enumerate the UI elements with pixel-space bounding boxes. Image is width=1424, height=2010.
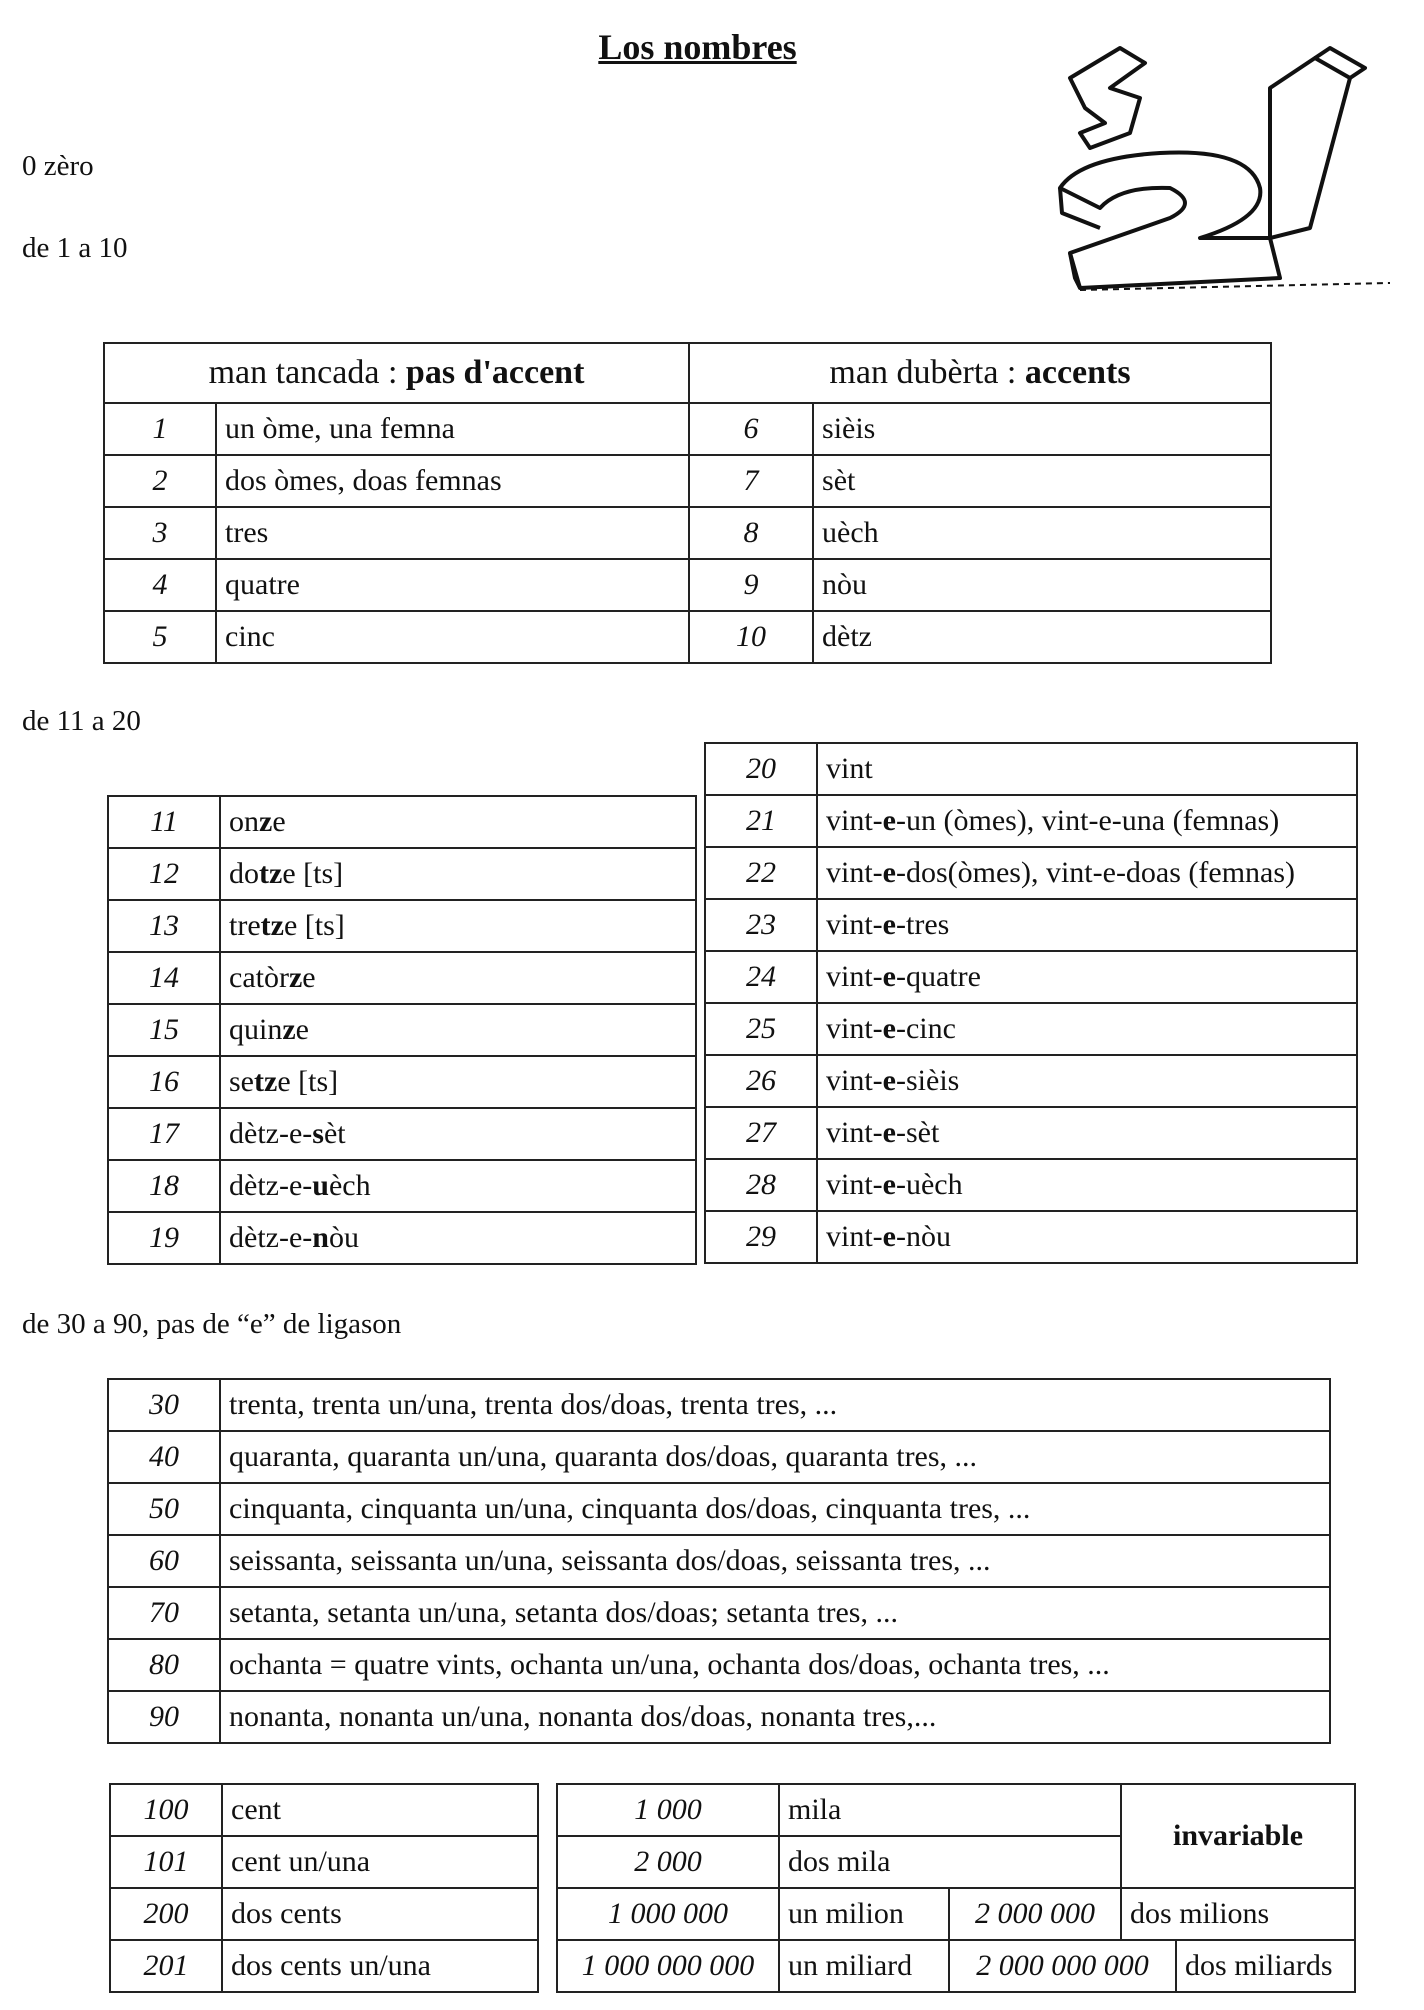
numbers-20-29-table xyxy=(704,742,1358,1264)
table-row: 24 vint-e-quatre xyxy=(705,951,1357,1003)
closed-hand-header: man tancada : pas d'accent xyxy=(104,343,689,403)
table-row: 1 000 mila invariable xyxy=(557,1784,1355,1836)
table-row: 29 vint-e-nòu xyxy=(705,1211,1357,1263)
table-row: 25 vint-e-cinc xyxy=(705,1003,1357,1055)
numbers-30-90-table xyxy=(107,1378,1331,1744)
table-row: 200 dos cents xyxy=(110,1888,538,1940)
table-row: 4 quatre 9 nòu xyxy=(104,559,1271,611)
table-row: 1 000 000 000 un miliard 2 000 000 000 dos miliards xyxy=(557,1940,1355,1992)
table-row: 17 dètz-e-sèt xyxy=(108,1108,696,1160)
open-hand-header: man dubèrta : accents xyxy=(689,343,1271,403)
table-row: 19 dètz-e-nòu xyxy=(108,1212,696,1264)
table-row: 13 tretze [ts] xyxy=(108,900,696,952)
page-title: Los nombres xyxy=(598,27,797,67)
numbers-hundreds-table xyxy=(109,1783,539,1993)
table-row: 27 vint-e-sèt xyxy=(705,1107,1357,1159)
zero-line: 0 zèro xyxy=(22,150,94,182)
numbers-11-19-table xyxy=(107,795,697,1265)
section-11-20-heading: de 11 a 20 xyxy=(22,705,141,737)
table-row: 21 vint-e-un (òmes), vint-e-una (femnas) xyxy=(705,795,1357,847)
table-row: 2 dos òmes, doas femnas 7 sèt xyxy=(104,455,1271,507)
table-row: 50 cinquanta, cinquanta un/una, cinquanta dos/doas, cinquanta tres, ... xyxy=(108,1483,1330,1535)
table-row: 15 quinze xyxy=(108,1004,696,1056)
table-row: 70 setanta, setanta un/una, setanta dos/doas; setanta tres, ... xyxy=(108,1587,1330,1639)
table-row: 23 vint-e-tres xyxy=(705,899,1357,951)
table-row: 26 vint-e-sièis xyxy=(705,1055,1357,1107)
table-row: 1 000 000 un milion 2 000 000 dos milions xyxy=(557,1888,1355,1940)
section-30-90-heading: de 30 a 90, pas de “e” de ligason xyxy=(22,1308,402,1340)
section-1-10-heading: de 1 a 10 xyxy=(22,232,128,264)
table-row: 12 dotze [ts] xyxy=(108,848,696,900)
table-row: 11 onze xyxy=(108,796,696,848)
table-row: 3 tres 8 uèch xyxy=(104,507,1271,559)
table-row: 90 nonanta, nonanta un/una, nonanta dos/doas, nonanta tres,... xyxy=(108,1691,1330,1743)
table-row: 22 vint-e-dos(òmes), vint-e-doas (femnas) xyxy=(705,847,1357,899)
table-row: 16 setze [ts] xyxy=(108,1056,696,1108)
table-row: 100 cent xyxy=(110,1784,538,1836)
table-row: 2 000 dos mila xyxy=(557,1836,1355,1888)
table-row: 40 quaranta, quaranta un/una, quaranta dos/doas, quaranta tres, ... xyxy=(108,1431,1330,1483)
table-row: 28 vint-e-uèch xyxy=(705,1159,1357,1211)
table-row: 14 catòrze xyxy=(108,952,696,1004)
table-row: 60 seissanta, seissanta un/una, seissanta dos/doas, seissanta tres, ... xyxy=(108,1535,1330,1587)
numbers-illustration xyxy=(1050,38,1410,308)
table-row: 80 ochanta = quatre vints, ochanta un/una, ochanta dos/doas, ochanta tres, ... xyxy=(108,1639,1330,1691)
table-row: 18 dètz-e-uèch xyxy=(108,1160,696,1212)
table-row: 30 trenta, trenta un/una, trenta dos/doas, trenta tres, ... xyxy=(108,1379,1330,1431)
table-row: 5 cinc 10 dètz xyxy=(104,611,1271,663)
numbers-1-10-table xyxy=(103,342,1272,664)
table-row: 20 vint xyxy=(705,743,1357,795)
invariable-label: invariable xyxy=(1121,1784,1355,1888)
table-row: 201 dos cents un/una xyxy=(110,1940,538,1992)
table-row: 1 un òme, una femna 6 sièis xyxy=(104,403,1271,455)
numbers-thousands-table xyxy=(556,1783,1356,1993)
table-row: 101 cent un/una xyxy=(110,1836,538,1888)
